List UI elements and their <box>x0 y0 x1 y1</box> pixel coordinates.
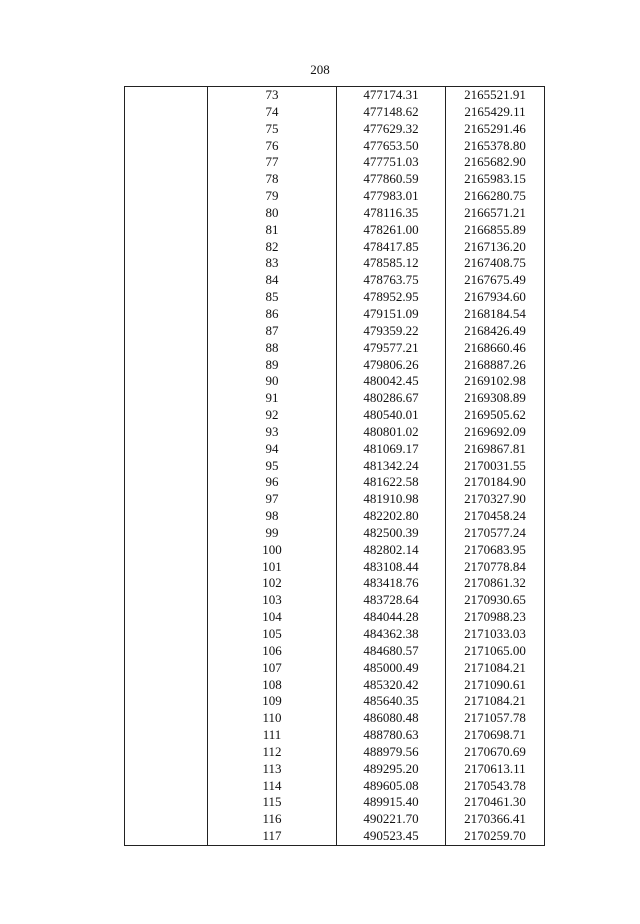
x-coordinate-cell: 480540.01 <box>337 407 446 424</box>
table-row <box>125 778 545 795</box>
vertex-number-cell: 115 <box>208 794 337 811</box>
vertex-number-cell: 111 <box>208 727 337 744</box>
vertex-number-cell: 73 <box>208 87 337 104</box>
point-cell <box>125 188 208 205</box>
y-coordinate-cell: 2165378.80 <box>446 138 545 155</box>
x-coordinate-cell: 484362.38 <box>337 626 446 643</box>
table-row <box>125 121 545 138</box>
y-coordinate-cell: 2165983.15 <box>446 171 545 188</box>
point-cell <box>125 306 208 323</box>
x-coordinate-cell: 483728.64 <box>337 592 446 609</box>
vertex-number-cell: 109 <box>208 693 337 710</box>
vertex-number-cell: 101 <box>208 559 337 576</box>
y-coordinate-cell: 2167934.60 <box>446 289 545 306</box>
point-cell <box>125 474 208 491</box>
point-cell <box>125 626 208 643</box>
y-coordinate-cell: 2170458.24 <box>446 508 545 525</box>
vertex-number-cell: 110 <box>208 710 337 727</box>
vertex-number-cell: 91 <box>208 390 337 407</box>
table-row <box>125 441 545 458</box>
vertex-number-cell: 102 <box>208 575 337 592</box>
vertex-number-cell: 76 <box>208 138 337 155</box>
vertex-number-cell: 114 <box>208 778 337 795</box>
y-coordinate-cell: 2168887.26 <box>446 357 545 374</box>
point-cell <box>125 710 208 727</box>
y-coordinate-cell: 2170461.30 <box>446 794 545 811</box>
point-cell <box>125 323 208 340</box>
point-cell <box>125 104 208 121</box>
vertex-number-cell: 104 <box>208 609 337 626</box>
table-row <box>125 239 545 256</box>
x-coordinate-cell: 485320.42 <box>337 677 446 694</box>
y-coordinate-cell: 2171057.78 <box>446 710 545 727</box>
point-cell <box>125 778 208 795</box>
y-coordinate-cell: 2171033.03 <box>446 626 545 643</box>
point-cell <box>125 508 208 525</box>
x-coordinate-cell: 485000.49 <box>337 660 446 677</box>
vertex-number-cell: 97 <box>208 491 337 508</box>
vertex-number-cell: 77 <box>208 154 337 171</box>
x-coordinate-cell: 483418.76 <box>337 575 446 592</box>
x-coordinate-cell: 477983.01 <box>337 188 446 205</box>
table-row <box>125 643 545 660</box>
y-coordinate-cell: 2170930.65 <box>446 592 545 609</box>
table-row <box>125 727 545 744</box>
table-row <box>125 104 545 121</box>
y-coordinate-cell: 2167675.49 <box>446 272 545 289</box>
vertex-number-cell: 117 <box>208 828 337 845</box>
vertex-number-cell: 92 <box>208 407 337 424</box>
x-coordinate-cell: 488780.63 <box>337 727 446 744</box>
point-cell <box>125 491 208 508</box>
table-row <box>125 542 545 559</box>
table-row <box>125 693 545 710</box>
x-coordinate-cell: 479151.09 <box>337 306 446 323</box>
vertex-number-cell: 108 <box>208 677 337 694</box>
point-cell <box>125 289 208 306</box>
point-cell <box>125 407 208 424</box>
point-cell <box>125 340 208 357</box>
point-cell <box>125 171 208 188</box>
point-cell <box>125 154 208 171</box>
table-row <box>125 272 545 289</box>
x-coordinate-cell: 483108.44 <box>337 559 446 576</box>
y-coordinate-cell: 2170259.70 <box>446 828 545 845</box>
y-coordinate-cell: 2171084.21 <box>446 693 545 710</box>
y-coordinate-cell: 2170031.55 <box>446 458 545 475</box>
x-coordinate-cell: 477860.59 <box>337 171 446 188</box>
vertex-number-cell: 78 <box>208 171 337 188</box>
vertex-number-cell: 112 <box>208 744 337 761</box>
x-coordinate-cell: 480042.45 <box>337 373 446 390</box>
vertex-number-cell: 75 <box>208 121 337 138</box>
table-row <box>125 424 545 441</box>
vertex-number-cell: 81 <box>208 222 337 239</box>
point-cell <box>125 441 208 458</box>
table-row <box>125 592 545 609</box>
table-row <box>125 154 545 171</box>
table-row <box>125 171 545 188</box>
point-cell <box>125 239 208 256</box>
page-number: 208 <box>310 62 330 77</box>
vertex-number-cell: 99 <box>208 525 337 542</box>
table-row <box>125 458 545 475</box>
table-row <box>125 373 545 390</box>
vertex-number-cell: 88 <box>208 340 337 357</box>
vertex-number-cell: 113 <box>208 761 337 778</box>
vertex-number-cell: 89 <box>208 357 337 374</box>
x-coordinate-cell: 478763.75 <box>337 272 446 289</box>
table-row <box>125 811 545 828</box>
x-coordinate-cell: 478261.00 <box>337 222 446 239</box>
y-coordinate-cell: 2171090.61 <box>446 677 545 694</box>
x-coordinate-cell: 482500.39 <box>337 525 446 542</box>
y-coordinate-cell: 2171065.00 <box>446 643 545 660</box>
vertex-number-cell: 106 <box>208 643 337 660</box>
vertex-number-cell: 107 <box>208 660 337 677</box>
x-coordinate-cell: 488979.56 <box>337 744 446 761</box>
x-coordinate-cell: 477653.50 <box>337 138 446 155</box>
table-row <box>125 761 545 778</box>
y-coordinate-cell: 2169102.98 <box>446 373 545 390</box>
point-cell <box>125 424 208 441</box>
x-coordinate-cell: 480801.02 <box>337 424 446 441</box>
x-coordinate-cell: 477148.62 <box>337 104 446 121</box>
table-row <box>125 677 545 694</box>
vertex-number-cell: 98 <box>208 508 337 525</box>
vertex-number-cell: 79 <box>208 188 337 205</box>
x-coordinate-cell: 477174.31 <box>337 87 446 104</box>
table-row <box>125 357 545 374</box>
y-coordinate-cell: 2170577.24 <box>446 525 545 542</box>
vertex-number-cell: 95 <box>208 458 337 475</box>
y-coordinate-cell: 2170778.84 <box>446 559 545 576</box>
x-coordinate-cell: 479577.21 <box>337 340 446 357</box>
point-cell <box>125 609 208 626</box>
vertex-number-cell: 93 <box>208 424 337 441</box>
table-row <box>125 609 545 626</box>
y-coordinate-cell: 2167136.20 <box>446 239 545 256</box>
point-cell <box>125 272 208 289</box>
y-coordinate-cell: 2169867.81 <box>446 441 545 458</box>
table-row <box>125 744 545 761</box>
table-row <box>125 340 545 357</box>
vertex-number-cell: 80 <box>208 205 337 222</box>
table-row <box>125 188 545 205</box>
vertex-number-cell: 100 <box>208 542 337 559</box>
x-coordinate-cell: 489915.40 <box>337 794 446 811</box>
y-coordinate-cell: 2166571.21 <box>446 205 545 222</box>
coordinates-table <box>124 86 545 846</box>
point-cell <box>125 138 208 155</box>
y-coordinate-cell: 2165429.11 <box>446 104 545 121</box>
y-coordinate-cell: 2169692.09 <box>446 424 545 441</box>
x-coordinate-cell: 479806.26 <box>337 357 446 374</box>
table-row <box>125 559 545 576</box>
x-coordinate-cell: 477751.03 <box>337 154 446 171</box>
point-cell <box>125 373 208 390</box>
table-row <box>125 828 545 845</box>
vertex-number-cell: 82 <box>208 239 337 256</box>
x-coordinate-cell: 478585.12 <box>337 255 446 272</box>
x-coordinate-cell: 489605.08 <box>337 778 446 795</box>
table-row <box>125 87 545 104</box>
point-cell <box>125 357 208 374</box>
x-coordinate-cell: 477629.32 <box>337 121 446 138</box>
y-coordinate-cell: 2170988.23 <box>446 609 545 626</box>
x-coordinate-cell: 486080.48 <box>337 710 446 727</box>
vertex-number-cell: 83 <box>208 255 337 272</box>
point-cell <box>125 761 208 778</box>
y-coordinate-cell: 2170366.41 <box>446 811 545 828</box>
y-coordinate-cell: 2168660.46 <box>446 340 545 357</box>
y-coordinate-cell: 2168426.49 <box>446 323 545 340</box>
y-coordinate-cell: 2169505.62 <box>446 407 545 424</box>
x-coordinate-cell: 485640.35 <box>337 693 446 710</box>
point-cell <box>125 121 208 138</box>
table-row <box>125 323 545 340</box>
x-coordinate-cell: 478417.85 <box>337 239 446 256</box>
y-coordinate-cell: 2170543.78 <box>446 778 545 795</box>
point-cell <box>125 794 208 811</box>
point-cell <box>125 525 208 542</box>
point-cell <box>125 222 208 239</box>
x-coordinate-cell: 481622.58 <box>337 474 446 491</box>
table-row <box>125 407 545 424</box>
x-coordinate-cell: 482202.80 <box>337 508 446 525</box>
y-coordinate-cell: 2170613.11 <box>446 761 545 778</box>
point-cell <box>125 643 208 660</box>
x-coordinate-cell: 490221.70 <box>337 811 446 828</box>
vertex-number-cell: 74 <box>208 104 337 121</box>
y-coordinate-cell: 2166855.89 <box>446 222 545 239</box>
point-cell <box>125 727 208 744</box>
x-coordinate-cell: 481910.98 <box>337 491 446 508</box>
coordinates-table-body <box>125 87 545 846</box>
vertex-number-cell: 87 <box>208 323 337 340</box>
vertex-number-cell: 103 <box>208 592 337 609</box>
table-row <box>125 525 545 542</box>
point-cell <box>125 542 208 559</box>
x-coordinate-cell: 490523.45 <box>337 828 446 845</box>
table-row <box>125 289 545 306</box>
point-cell <box>125 255 208 272</box>
x-coordinate-cell: 484680.57 <box>337 643 446 660</box>
y-coordinate-cell: 2170861.32 <box>446 575 545 592</box>
y-coordinate-cell: 2168184.54 <box>446 306 545 323</box>
table-row <box>125 575 545 592</box>
table-row <box>125 626 545 643</box>
table-row <box>125 138 545 155</box>
vertex-number-cell: 90 <box>208 373 337 390</box>
point-cell <box>125 660 208 677</box>
vertex-number-cell: 94 <box>208 441 337 458</box>
vertex-number-cell: 96 <box>208 474 337 491</box>
vertex-number-cell: 86 <box>208 306 337 323</box>
x-coordinate-cell: 480286.67 <box>337 390 446 407</box>
x-coordinate-cell: 481069.17 <box>337 441 446 458</box>
y-coordinate-cell: 2165682.90 <box>446 154 545 171</box>
point-cell <box>125 390 208 407</box>
y-coordinate-cell: 2166280.75 <box>446 188 545 205</box>
point-cell <box>125 458 208 475</box>
table-row <box>125 710 545 727</box>
table-row <box>125 306 545 323</box>
vertex-number-cell: 105 <box>208 626 337 643</box>
point-cell <box>125 87 208 104</box>
y-coordinate-cell: 2170698.71 <box>446 727 545 744</box>
y-coordinate-cell: 2165521.91 <box>446 87 545 104</box>
point-cell <box>125 811 208 828</box>
table-row <box>125 255 545 272</box>
table-row <box>125 222 545 239</box>
point-cell <box>125 205 208 222</box>
x-coordinate-cell: 478952.95 <box>337 289 446 306</box>
point-cell <box>125 559 208 576</box>
x-coordinate-cell: 482802.14 <box>337 542 446 559</box>
table-row <box>125 491 545 508</box>
table-row <box>125 205 545 222</box>
y-coordinate-cell: 2167408.75 <box>446 255 545 272</box>
table-row <box>125 660 545 677</box>
x-coordinate-cell: 484044.28 <box>337 609 446 626</box>
y-coordinate-cell: 2165291.46 <box>446 121 545 138</box>
y-coordinate-cell: 2170327.90 <box>446 491 545 508</box>
x-coordinate-cell: 489295.20 <box>337 761 446 778</box>
table-row <box>125 390 545 407</box>
vertex-number-cell: 84 <box>208 272 337 289</box>
vertex-number-cell: 116 <box>208 811 337 828</box>
table-row <box>125 508 545 525</box>
y-coordinate-cell: 2171084.21 <box>446 660 545 677</box>
point-cell <box>125 592 208 609</box>
point-cell <box>125 744 208 761</box>
vertex-number-cell: 85 <box>208 289 337 306</box>
y-coordinate-cell: 2170683.95 <box>446 542 545 559</box>
point-cell <box>125 828 208 845</box>
x-coordinate-cell: 479359.22 <box>337 323 446 340</box>
y-coordinate-cell: 2170670.69 <box>446 744 545 761</box>
y-coordinate-cell: 2170184.90 <box>446 474 545 491</box>
table-row <box>125 474 545 491</box>
table-row <box>125 794 545 811</box>
x-coordinate-cell: 481342.24 <box>337 458 446 475</box>
x-coordinate-cell: 478116.35 <box>337 205 446 222</box>
point-cell <box>125 677 208 694</box>
point-cell <box>125 575 208 592</box>
y-coordinate-cell: 2169308.89 <box>446 390 545 407</box>
point-cell <box>125 693 208 710</box>
